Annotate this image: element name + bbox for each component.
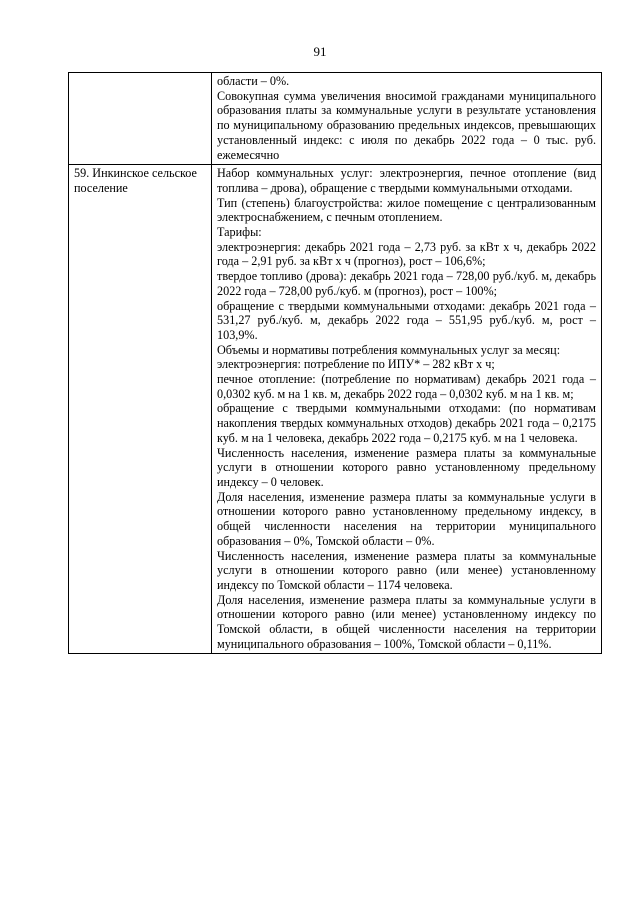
paragraph: Совокупная сумма увеличения вносимой гражданами муниципального образования платы за коммунальные услуги в результате установления по муниципальному образованию предельных индексов, превышающих установленный индекс: с июля по декабрь 2022 года – 0 тыс. руб. ежемесячно <box>217 88 596 162</box>
paragraph: твердое топливо (дрова): декабрь 2021 года – 728,00 руб./куб. м, декабрь 2022 года – 728,00 руб./куб. м (прогноз), рост – 100%; <box>217 269 596 298</box>
table-row <box>69 165 602 654</box>
municipality-cell <box>69 73 212 165</box>
paragraph: Тарифы: <box>217 225 262 240</box>
paragraph: Доля населения, изменение размера платы за коммунальные услуги в отношении которого равно установленному предельному индексу, в общей численности населения на территории муниципального образования – 0%, Томской области – 0%. <box>217 489 596 548</box>
paragraph: Тип (степень) благоустройства: жилое помещение с централизованным электроснабжением, с печным отоплением. <box>217 195 596 225</box>
paragraph: обращение с твердыми коммунальными отходами: декабрь 2021 года – 531,27 руб./куб. м, декабрь 2022 года – 551,95 руб./куб. м, рост – 103,9%. <box>217 298 596 342</box>
table-row <box>69 73 602 165</box>
paragraph: Численность населения, изменение размера платы за коммунальные услуги в отношении которого равно установленному предельному индексу – 0 человек. <box>217 445 596 489</box>
municipality-cell: 59. Инкинское сельское поселение <box>69 165 212 654</box>
paragraph: печное отопление: (потребление по нормативам) декабрь 2021 года – 0,0302 куб. м на 1 кв. м, декабрь 2022 года – 0,0302 куб. м на 1 кв. м; <box>217 372 596 401</box>
description-cell <box>212 73 602 165</box>
paragraph: электроэнергия: декабрь 2021 года – 2,73 руб. за кВт х ч, декабрь 2022 года – 2,91 руб. за кВт х ч (прогноз), рост – 106,6%; <box>217 239 596 269</box>
municipal-utilities-table <box>68 72 602 654</box>
description-cell <box>212 165 602 654</box>
paragraph: электроэнергия: потребление по ИПУ* – 282 кВт х ч; <box>217 357 495 372</box>
paragraph: Численность населения, изменение размера платы за коммунальные услуги в отношении которого равно (или менее) установленному индексу по Томской области – 1174 человека. <box>217 548 596 592</box>
paragraph: Набор коммунальных услуг: электроэнергия, печное отопление (вид топлива – дрова), обращение с твердыми коммунальными отходами. <box>217 166 596 195</box>
paragraph: обращение с твердыми коммунальными отходами: (по нормативам накопления твердых коммунальных отходов) декабрь 2021 года – 0,2175 куб. м на 1 человека, декабрь 2022 года – 0,2175 куб. м на 1 человека. <box>217 401 596 445</box>
paragraph: области – 0%. <box>217 74 290 88</box>
paragraph: Объемы и нормативы потребления коммунальных услуг за месяц: <box>217 342 561 357</box>
paragraph: Доля населения, изменение размера платы за коммунальные услуги в отношении которого равно (или менее) установленному индексу по Томской области, в общей численности населения на территории муниципального образования – 100%, Томской области – 0,11%. <box>217 592 596 651</box>
page-number: 91 <box>313 44 327 59</box>
